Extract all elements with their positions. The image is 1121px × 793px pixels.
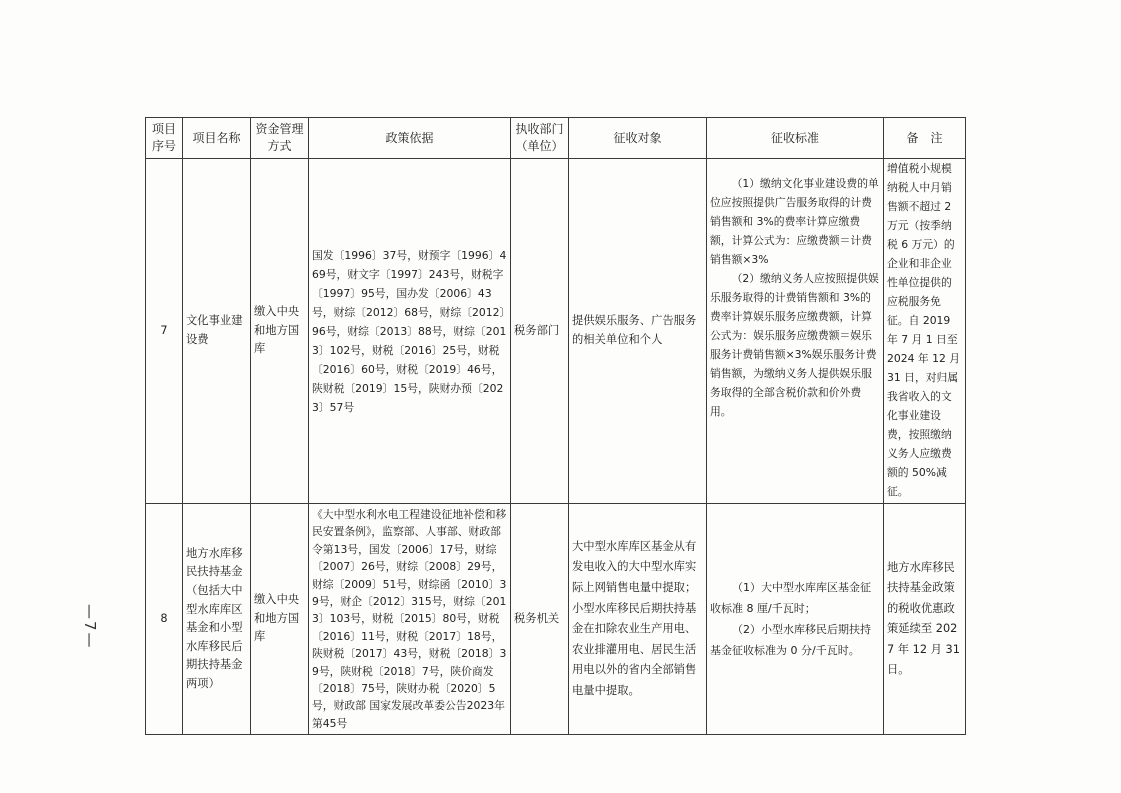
header-fund-mgmt-line2: 方式 xyxy=(267,139,292,153)
table-row xyxy=(146,159,966,504)
row-standard xyxy=(707,504,884,735)
header-basis: 政策依据 xyxy=(309,118,511,159)
header-note: 备 注 xyxy=(884,118,966,159)
header-index xyxy=(146,118,183,159)
row-fund-mgmt: 缴入中央和地方国库 xyxy=(251,159,309,504)
row-policy-basis: 《大中型水利水电工程建设征地补偿和移民安置条例》，监察部、人事部、财政部令第13号，国发〔2006〕17号，财综〔2007〕26号，财综〔2008〕29号，财综〔2009〕51号，财综函〔2010〕39号，财企〔2012〕315号，财综〔2013〕103号，财税〔2015〕80号，财税〔2016〕11号，财税〔2017〕18号，陕财税〔2017〕43号，财税〔2018〕39号，陕财税〔2018〕7号，陕价商发〔2018〕75号，陕财办税〔2020〕5号，财政部 国家发展改革委公告2023年第45号 xyxy=(309,504,511,735)
row-policy-basis: 国发〔1996〕37号，财预字〔1996〕469号，财文字〔1997〕243号，财税字〔1997〕95号，国办发〔2006〕43号，财综〔2012〕68号，财综〔2012〕96号，财综〔2013〕88号，财综〔2013〕102号，财税〔2016〕25号，财税〔2016〕60号，财税〔2019〕46号，陕财税〔2019〕15号，陕财办预〔2023〕57号 xyxy=(309,159,511,504)
standard-item: （1）大中型水库库区基金征收标准 8 厘/千瓦时； xyxy=(710,581,871,616)
header-dept-line2: （单位） xyxy=(515,139,564,153)
header-fund-mgmt-line1: 资金管理 xyxy=(255,122,304,136)
row-standard xyxy=(707,159,884,504)
header-name: 项目名称 xyxy=(183,118,251,159)
fee-table xyxy=(145,117,966,735)
row-target: 提供娱乐服务、广告服务的相关单位和个人 xyxy=(569,159,707,504)
page-number: —7— xyxy=(81,604,99,650)
table-header-row xyxy=(146,118,966,159)
header-index-line2: 序号 xyxy=(151,139,176,153)
header-dept-line1: 执收部门 xyxy=(515,122,564,136)
row-name: 文化事业建设费 xyxy=(183,159,251,504)
row-note: 地方水库移民扶持基金政策的税收优惠政策延续至 2027 年 12 月 31 日。 xyxy=(884,504,966,735)
row-index: 7 xyxy=(146,159,183,504)
standard-item: （2）小型水库移民后期扶持基金征收标准为 0 分/千瓦时。 xyxy=(710,623,871,658)
header-standard: 征收标准 xyxy=(707,118,884,159)
header-dept xyxy=(511,118,569,159)
table-row xyxy=(146,504,966,735)
standard-item: （1）缴纳文化事业建设费的单位应按照提供广告服务取得的计费销售额和 3%的费率计算应缴费额，计算公式为：应缴费额＝计费销售额×3% xyxy=(710,177,879,266)
row-dept: 税务部门 xyxy=(511,159,569,504)
header-index-line1: 项目 xyxy=(151,122,176,136)
row-target: 大中型水库库区基金从有发电收入的大中型水库实际上网销售电量中提取；小型水库移民后期扶持基金在扣除农业生产用电、农业排灌用电、居民生活用电以外的省内全部销售电量中提取。 xyxy=(569,504,707,735)
row-fund-mgmt: 缴入中央和地方国库 xyxy=(251,504,309,735)
row-dept: 税务机关 xyxy=(511,504,569,735)
header-target: 征收对象 xyxy=(569,118,707,159)
row-name: 地方水库移民扶持基金（包括大中型水库库区基金和小型水库移民后期扶持基金两项） xyxy=(183,504,251,735)
standard-item: （2）缴纳义务人应按照提供娱乐服务取得的计费销售额和 3%的费率计算娱乐服务应缴费额，计算公式为：娱乐服务应缴费额＝娱乐服务计费销售额×3%娱乐服务计费销售额，为缴纳义务人提供娱乐服务取得的全部含税价款和价外费用。 xyxy=(710,272,879,418)
header-fund-mgmt xyxy=(251,118,309,159)
row-index: 8 xyxy=(146,504,183,735)
row-note: 增值税小规模纳税人中月销售额不超过 2 万元（按季纳税 6 万元）的企业和非企业性单位提供的应税服务免征。自 2019 年 7 月 1 日至 2024 年 12 月 31 日，对归属我省收入的文化事业建设费，按照缴纳义务人应缴费额的 50%减征。 xyxy=(884,159,966,504)
